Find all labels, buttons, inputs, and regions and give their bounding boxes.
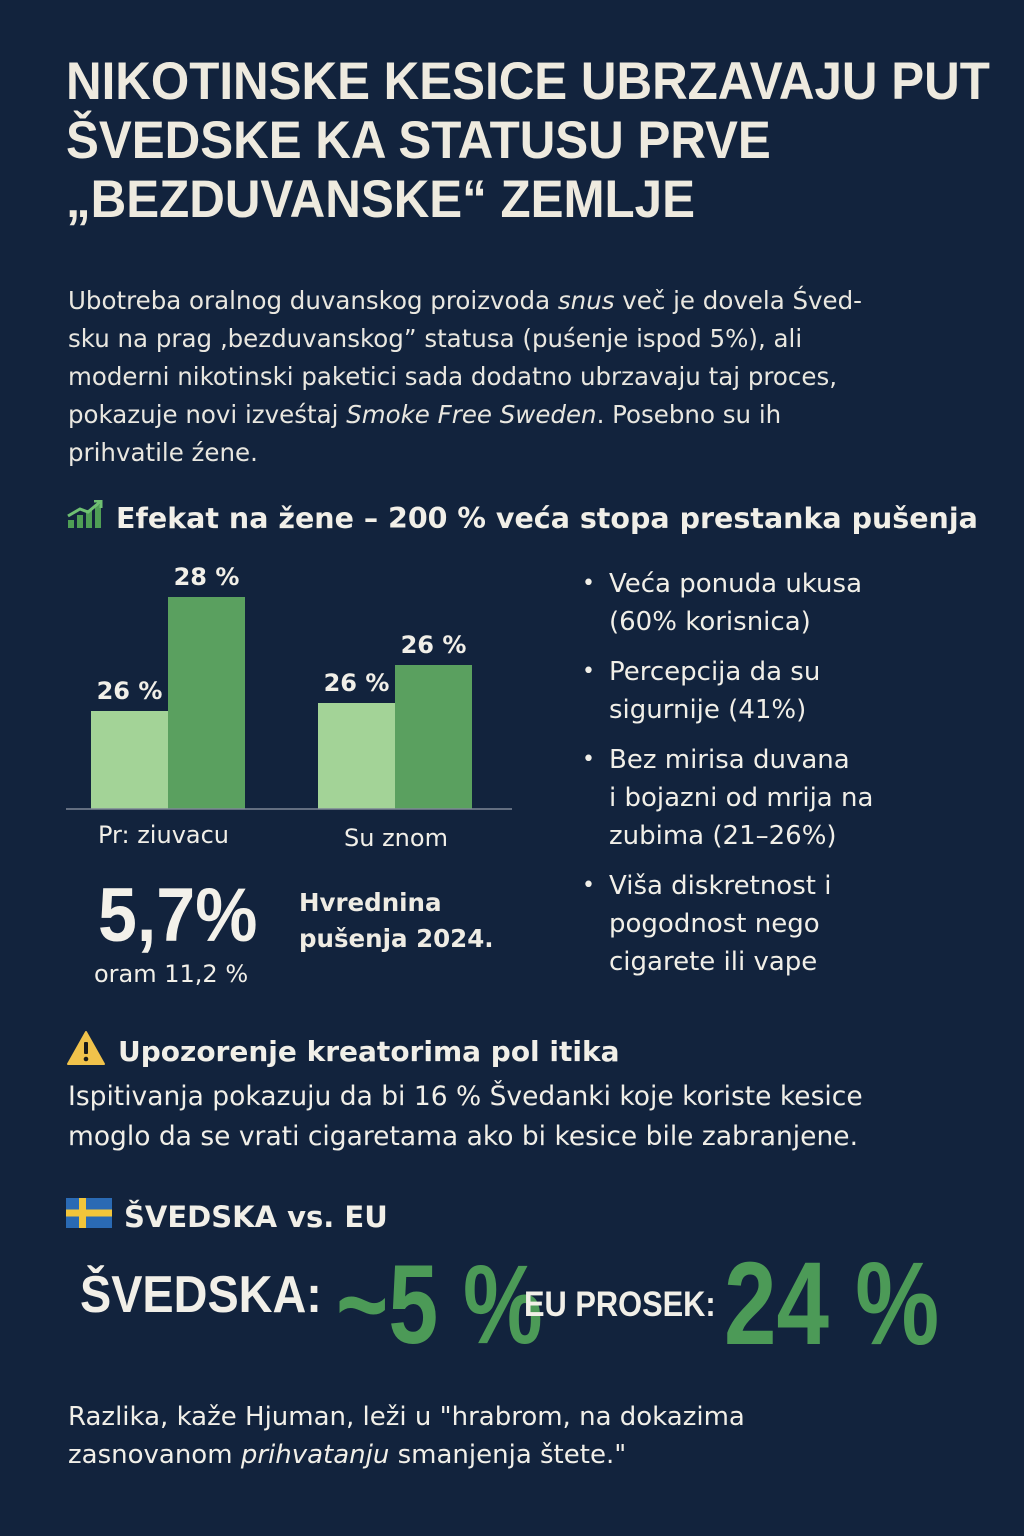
list-item-line: i bojazni od mrija na: [609, 783, 874, 813]
big-stat-sub: oram 11,2 %: [94, 960, 249, 988]
x-axis-label: Pr: ziuvacu: [98, 821, 230, 849]
list-item-line: • Percepcija da su: [609, 657, 821, 687]
intro-text: moderni nikotinski paketici sada dodatno ubrzavaju taj proces,: [68, 362, 837, 391]
intro-paragraph: [68, 282, 968, 472]
list-item-line: • Veća ponuda ukusa: [609, 569, 863, 599]
intro-text: sku na prag ‚bezduvanskog” statusa (puśenje ispod 5%), ali: [68, 324, 803, 353]
bar-value-label: 26 %: [323, 669, 390, 697]
intro-text: prihvatile źene.: [68, 438, 258, 467]
growth-chart-icon: [66, 500, 104, 537]
big-stat-value: 5,7%: [98, 873, 258, 958]
comparison-heading-text: ŠVEDSKA vs. EU: [124, 1199, 388, 1234]
closing-text: smanjenja štete.": [389, 1440, 627, 1470]
closing-quote: [68, 1398, 968, 1474]
list-item: [582, 565, 1002, 641]
intro-text: več je dovela Śved-: [614, 286, 863, 315]
intro-text: . Posebno su ih: [596, 400, 782, 429]
intro-text: pokazuje novi izveśtaj: [68, 400, 347, 429]
list-item: [582, 741, 1002, 855]
title-line-1: NIKOTINSKE KESICE UBRZAVAJU PUT: [66, 52, 990, 111]
eu-label: EU PROSEK:: [524, 1285, 716, 1324]
intro-italic: snus: [557, 286, 615, 315]
page-title: [66, 52, 990, 229]
comparison-heading: [66, 1198, 388, 1235]
list-item: [582, 653, 1002, 729]
bar: [395, 665, 472, 809]
warning-line: Ispitivanja pokazuju da bi 16 % Švedanki koje koriste kesice: [68, 1081, 863, 1112]
list-item-line: • Bez mirisa duvana: [609, 745, 850, 775]
bar: [91, 711, 168, 809]
bar-value-label: 28 %: [173, 563, 240, 591]
reasons-list: [582, 565, 1002, 993]
title-line-3: „BEZDUVANSKE“ ZEMLJE: [66, 170, 695, 229]
list-item-line: • Viša diskretnost i: [609, 871, 832, 901]
stat-note: [299, 885, 519, 957]
sweden-label: ŠVEDSKA:: [80, 1266, 322, 1324]
intro-italic: Smoke Free Sweden: [346, 400, 597, 429]
bar: [168, 597, 245, 809]
sweden-value: ~5 %: [336, 1242, 543, 1367]
bar: [318, 703, 395, 809]
warning-line: moglo da se vrati cigaretama ako bi kesice bile zabranjene.: [68, 1121, 858, 1152]
list-item-line: pogodnost nego: [609, 909, 820, 939]
list-item-line: (60% korisnica): [609, 607, 811, 637]
warning-heading: [66, 1030, 620, 1073]
effect-heading: [66, 500, 978, 537]
closing-text: zasnovanom: [68, 1440, 241, 1470]
list-item-line: sigurnije (41%): [609, 695, 807, 725]
list-item-line: cigarete ili vape: [609, 947, 818, 977]
effect-heading-text: Efekat na žene – 200 % veća stopa prestanka pušenja: [116, 502, 978, 535]
x-axis-label: Su znom: [344, 824, 448, 852]
stat-note-line: Hvrednina: [299, 888, 442, 917]
stat-note-line: pušenja 2024.: [299, 924, 494, 953]
eu-value: 24 %: [724, 1238, 940, 1370]
list-item: [582, 867, 1002, 981]
bar-value-label: 26 %: [96, 677, 163, 705]
bar-chart-svg: [66, 555, 516, 855]
warning-icon: [66, 1030, 106, 1073]
closing-italic: prihvatanju: [240, 1440, 390, 1470]
closing-line: Razlika, kaže Hjuman, leži u "hrabrom, na dokazima: [68, 1402, 745, 1432]
title-line-2: ŠVEDSKE KA STATUSU PRVE: [66, 111, 771, 170]
swedish-flag-icon: [66, 1198, 112, 1235]
bar-chart: [66, 555, 516, 855]
intro-text: Ubotreba oralnog duvanskog proizvoda: [68, 286, 558, 315]
bar-value-label: 26 %: [400, 631, 467, 659]
list-item-line: zubima (21–26%): [609, 821, 837, 851]
warning-text: [68, 1077, 968, 1157]
warning-heading-text: Upozorenje kreatorima pol itika: [118, 1035, 620, 1068]
